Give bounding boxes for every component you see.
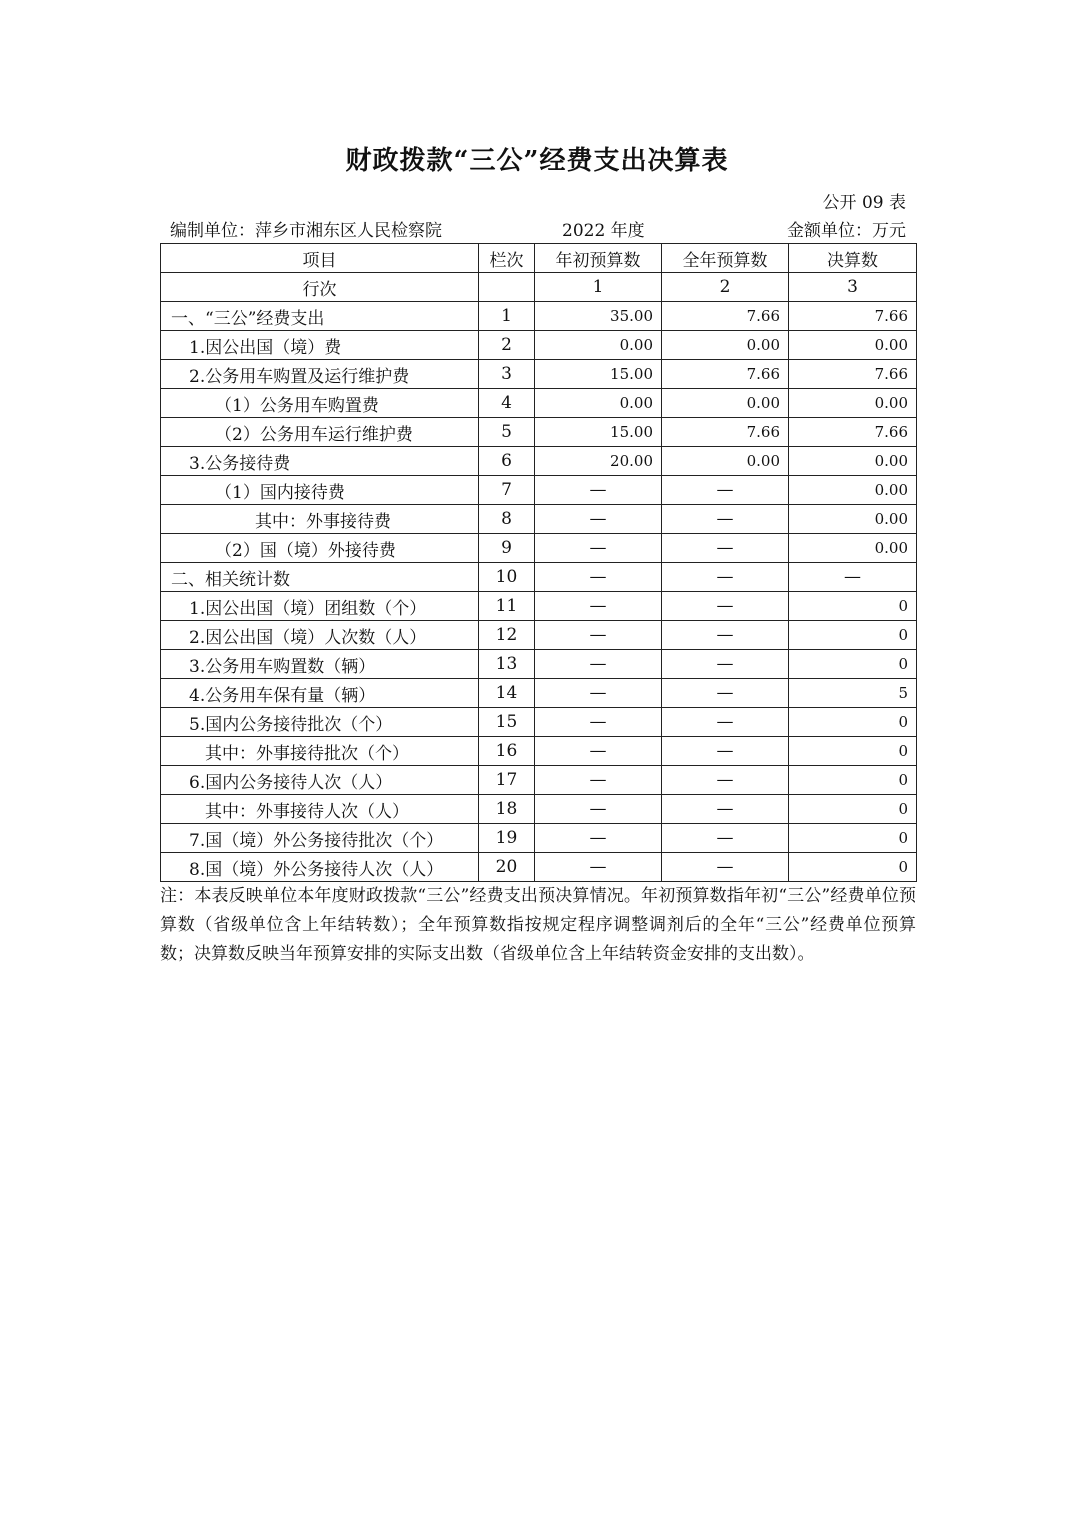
table-body: [161, 302, 917, 882]
header-annual-budget: 全年预算数: [662, 244, 789, 273]
row-column-no: 8: [479, 505, 535, 534]
table-row: [161, 766, 917, 795]
row-initial-budget: —: [535, 853, 662, 882]
row-annual-budget: —: [662, 621, 789, 650]
row-column-no: 2: [479, 331, 535, 360]
row-column-no: 5: [479, 418, 535, 447]
row-initial-budget: —: [535, 621, 662, 650]
index-label: 行次: [161, 273, 479, 302]
row-item: （1）国内接待费: [161, 476, 479, 505]
row-final-account: 0: [789, 592, 917, 621]
row-final-account: 0: [789, 766, 917, 795]
table-row: [161, 621, 917, 650]
meta-row: [170, 216, 906, 240]
table-row: [161, 824, 917, 853]
table-row: [161, 563, 917, 592]
row-annual-budget: 0.00: [662, 389, 789, 418]
row-final-account: 0.00: [789, 389, 917, 418]
row-item: 6.国内公务接待人次（人）: [161, 766, 479, 795]
row-item: （1）公务用车购置费: [161, 389, 479, 418]
row-initial-budget: 15.00: [535, 418, 662, 447]
row-column-no: 4: [479, 389, 535, 418]
header-column-no: 栏次: [479, 244, 535, 273]
row-final-account: 0.00: [789, 476, 917, 505]
row-final-account: 0: [789, 621, 917, 650]
table-row: [161, 447, 917, 476]
row-final-account: 0.00: [789, 505, 917, 534]
table-row: [161, 679, 917, 708]
row-initial-budget: —: [535, 650, 662, 679]
row-final-account: 0: [789, 708, 917, 737]
row-annual-budget: —: [662, 592, 789, 621]
row-item: 7.国（境）外公务接待批次（个）: [161, 824, 479, 853]
row-initial-budget: 15.00: [535, 360, 662, 389]
table-row: [161, 853, 917, 882]
row-final-account: 7.66: [789, 302, 917, 331]
row-initial-budget: 20.00: [535, 447, 662, 476]
row-item: 1.因公出国（境）团组数（个）: [161, 592, 479, 621]
row-annual-budget: —: [662, 708, 789, 737]
table-row: [161, 360, 917, 389]
table-row: [161, 650, 917, 679]
header-row: [161, 244, 917, 273]
row-final-account: 0: [789, 737, 917, 766]
table-row: [161, 505, 917, 534]
row-column-no: 6: [479, 447, 535, 476]
row-item: 4.公务用车保有量（辆）: [161, 679, 479, 708]
row-initial-budget: —: [535, 824, 662, 853]
row-column-no: 20: [479, 853, 535, 882]
row-annual-budget: 0.00: [662, 331, 789, 360]
row-item: 其中：外事接待费: [161, 505, 479, 534]
row-annual-budget: —: [662, 650, 789, 679]
table-row: [161, 389, 917, 418]
row-column-no: 14: [479, 679, 535, 708]
row-item: （2）国（境）外接待费: [161, 534, 479, 563]
row-item: 其中：外事接待批次（个）: [161, 737, 479, 766]
table-row: [161, 418, 917, 447]
row-column-no: 19: [479, 824, 535, 853]
index-cell: [479, 273, 535, 302]
row-initial-budget: —: [535, 708, 662, 737]
table-row: [161, 737, 917, 766]
row-column-no: 13: [479, 650, 535, 679]
row-annual-budget: —: [662, 766, 789, 795]
row-item: 5.国内公务接待批次（个）: [161, 708, 479, 737]
page-title: 财政拨款“三公”经费支出决算表: [345, 146, 729, 176]
row-initial-budget: 0.00: [535, 389, 662, 418]
row-column-no: 1: [479, 302, 535, 331]
row-column-no: 15: [479, 708, 535, 737]
table-row: [161, 708, 917, 737]
table-row: [161, 302, 917, 331]
row-initial-budget: —: [535, 505, 662, 534]
row-column-no: 10: [479, 563, 535, 592]
footnote: 注：本表反映单位本年度财政拨款“三公”经费支出预决算情况。年初预算数指年初“三公”经费单位预算数（省级单位含上年结转数）；全年预算数指按规定程序调整调剂后的全年“三公”经费单位预算数；决算数反映当年预算安排的实际支出数（省级单位含上年结转资金安排的支出数）。: [160, 886, 916, 964]
index-cell: 3: [789, 273, 917, 302]
header-item: 项目: [161, 244, 479, 273]
row-initial-budget: —: [535, 795, 662, 824]
row-initial-budget: —: [535, 563, 662, 592]
row-final-account: 5: [789, 679, 917, 708]
row-annual-budget: 7.66: [662, 360, 789, 389]
row-item: 2.因公出国（境）人次数（人）: [161, 621, 479, 650]
row-annual-budget: —: [662, 853, 789, 882]
row-initial-budget: 0.00: [535, 331, 662, 360]
row-column-no: 16: [479, 737, 535, 766]
expenditure-table: [160, 243, 917, 882]
row-annual-budget: 7.66: [662, 302, 789, 331]
row-column-no: 7: [479, 476, 535, 505]
index-row: [161, 273, 917, 302]
fiscal-year: 2022 年度: [562, 221, 645, 241]
row-final-account: 7.66: [789, 418, 917, 447]
table-row: [161, 534, 917, 563]
row-annual-budget: —: [662, 824, 789, 853]
index-cell: 1: [535, 273, 662, 302]
row-final-account: —: [789, 563, 917, 592]
row-annual-budget: —: [662, 737, 789, 766]
row-initial-budget: —: [535, 592, 662, 621]
table-row: [161, 476, 917, 505]
row-initial-budget: —: [535, 737, 662, 766]
row-item: 一、“三公”经费支出: [161, 302, 479, 331]
row-annual-budget: —: [662, 476, 789, 505]
row-final-account: 0.00: [789, 534, 917, 563]
row-item: 2.公务用车购置及运行维护费: [161, 360, 479, 389]
row-item: 3.公务用车购置数（辆）: [161, 650, 479, 679]
row-column-no: 12: [479, 621, 535, 650]
row-final-account: 0: [789, 824, 917, 853]
index-cell: 2: [662, 273, 789, 302]
row-item: 8.国（境）外公务接待人次（人）: [161, 853, 479, 882]
row-column-no: 18: [479, 795, 535, 824]
row-initial-budget: 35.00: [535, 302, 662, 331]
row-final-account: 7.66: [789, 360, 917, 389]
row-annual-budget: —: [662, 563, 789, 592]
row-item: 3.公务接待费: [161, 447, 479, 476]
compiling-unit: 编制单位：萍乡市湘东区人民检察院: [170, 221, 442, 241]
row-annual-budget: —: [662, 679, 789, 708]
row-item: （2）公务用车运行维护费: [161, 418, 479, 447]
row-annual-budget: —: [662, 534, 789, 563]
row-column-no: 9: [479, 534, 535, 563]
row-item: 二、相关统计数: [161, 563, 479, 592]
row-item: 其中：外事接待人次（人）: [161, 795, 479, 824]
row-item: 1.因公出国（境）费: [161, 331, 479, 360]
amount-unit: 金额单位：万元: [787, 221, 906, 241]
table-number: 公开 09 表: [822, 193, 906, 213]
row-final-account: 0: [789, 853, 917, 882]
row-initial-budget: —: [535, 766, 662, 795]
row-final-account: 0.00: [789, 447, 917, 476]
row-initial-budget: —: [535, 476, 662, 505]
row-annual-budget: 7.66: [662, 418, 789, 447]
row-final-account: 0: [789, 650, 917, 679]
row-initial-budget: —: [535, 679, 662, 708]
header-initial-budget: 年初预算数: [535, 244, 662, 273]
header-final-account: 决算数: [789, 244, 917, 273]
row-annual-budget: 0.00: [662, 447, 789, 476]
table-row: [161, 331, 917, 360]
row-final-account: 0.00: [789, 331, 917, 360]
row-initial-budget: —: [535, 534, 662, 563]
row-column-no: 3: [479, 360, 535, 389]
row-final-account: 0: [789, 795, 917, 824]
row-annual-budget: —: [662, 505, 789, 534]
table-row: [161, 795, 917, 824]
table-row: [161, 592, 917, 621]
row-column-no: 11: [479, 592, 535, 621]
row-annual-budget: —: [662, 795, 789, 824]
row-column-no: 17: [479, 766, 535, 795]
